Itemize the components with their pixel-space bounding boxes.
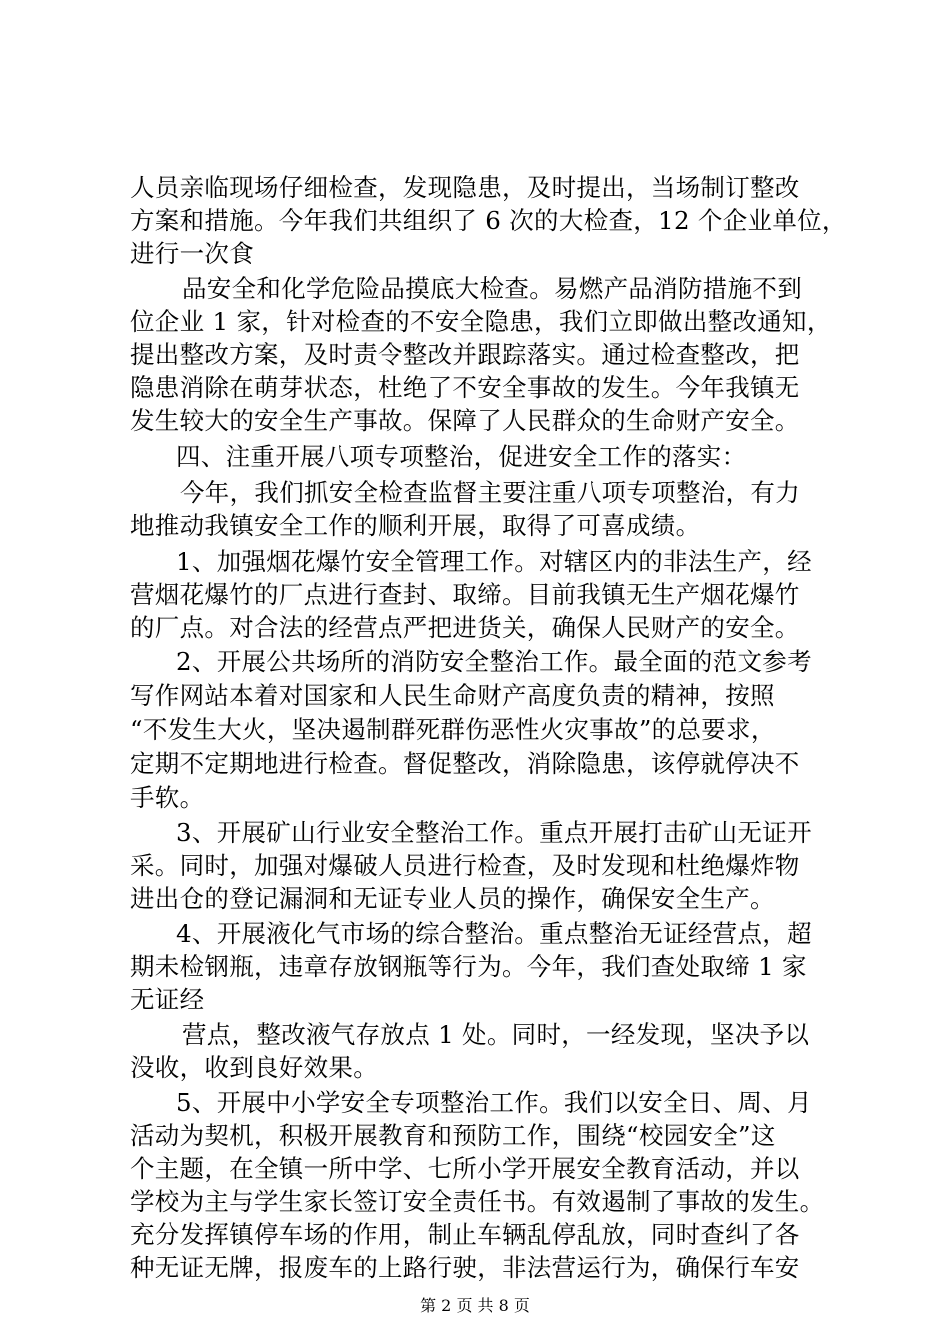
list-item: 4、开展液化气市场的综合整治。重点整治无证经营点，超 [176,919,812,948]
text-line: 发生较大的安全生产事故。保障了人民群众的生命财产安全。 [130,406,800,435]
text-line: 进出仓的登记漏洞和无证专业人员的操作，确保安全生产。 [130,884,775,913]
list-item: 2、开展公共场所的消防安全整治工作。最全面的范文参考 [176,647,812,676]
text-line: 营烟花爆竹的厂点进行查封、取缔。目前我镇无生产烟花爆竹 [130,580,800,609]
text-line: 提出整改方案，及时责令整改并跟踪落实。通过检查整改，把 [130,340,800,369]
list-item: 5、开展中小学安全专项整治工作。我们以安全日、周、月 [176,1088,812,1117]
text-line: 的厂点。对合法的经营点严把进货关，确保人民财产的安全。 [130,613,800,642]
text-line: 进行一次食 [130,239,254,268]
text-line: 位企业 1 家，针对检查的不安全隐患，我们立即做出整改通知， [130,307,832,336]
text-line: “不发生大火，坚决遏制群死群伤恶性火灾事故”的总要求， [130,715,776,744]
text-line: 充分发挥镇停车场的作用，制止车辆乱停乱放，同时查纠了各 [130,1220,800,1249]
text-line: 人员亲临现场仔细检查，发现隐患，及时提出，当场制订整改 [130,173,800,202]
text-line: 期未检钢瓶，违章存放钢瓶等行为。今年，我们查处取缔 1 家 [130,952,807,981]
text-line: 写作网站本着对国家和人民生命财产高度负责的精神，按照 [130,681,775,710]
list-item: 1、加强烟花爆竹安全管理工作。对辖区内的非法生产，经 [176,547,812,576]
text-line: 采。同时，加强对爆破人员进行检查，及时发现和杜绝爆炸物 [130,851,800,880]
text-line: 地推动我镇安全工作的顺利开展，取得了可喜成绩。 [130,511,701,540]
text-line: 方案和措施。今年我们共组织了 6 次的大检查，12 个企业单位， [130,206,847,235]
section-heading: 四、注重开展八项专项整治，促进安全工作的落实： [176,442,747,471]
text-line: 个主题，在全镇一所中学、七所小学开展安全教育活动，并以 [130,1154,800,1183]
text-line: 种无证无牌，报废车的上路行驶，非法营运行为，确保行车安 [130,1253,800,1282]
text-line: 隐患消除在萌芽状态，杜绝了不安全事故的发生。今年我镇无 [130,373,800,402]
page-footer: 第 2 页 共 8 页 [420,1296,530,1315]
text-line: 营点，整改液气存放点 1 处。同时，一经发现，坚决予以 [182,1020,810,1049]
text-line: 品安全和化学危险品摸底大检查。易燃产品消防措施不到 [182,274,802,303]
text-line: 定期不定期地进行检查。督促整改，消除隐患，该停就停决不 [130,749,800,778]
text-line: 活动为契机，积极开展教育和预防工作，围绕“校园安全”这 [130,1121,776,1150]
text-line: 学校为主与学生家长签订安全责任书。有效遏制了事故的发生。 [130,1187,825,1216]
text-line: 无证经 [130,985,205,1014]
text-line: 没收，收到良好效果。 [130,1053,378,1082]
text-line: 手软。 [130,783,205,812]
text-line: 今年，我们抓安全检查监督主要注重八项专项整治，有力 [180,478,800,507]
list-item: 3、开展矿山行业安全整治工作。重点开展打击矿山无证开 [176,818,812,847]
